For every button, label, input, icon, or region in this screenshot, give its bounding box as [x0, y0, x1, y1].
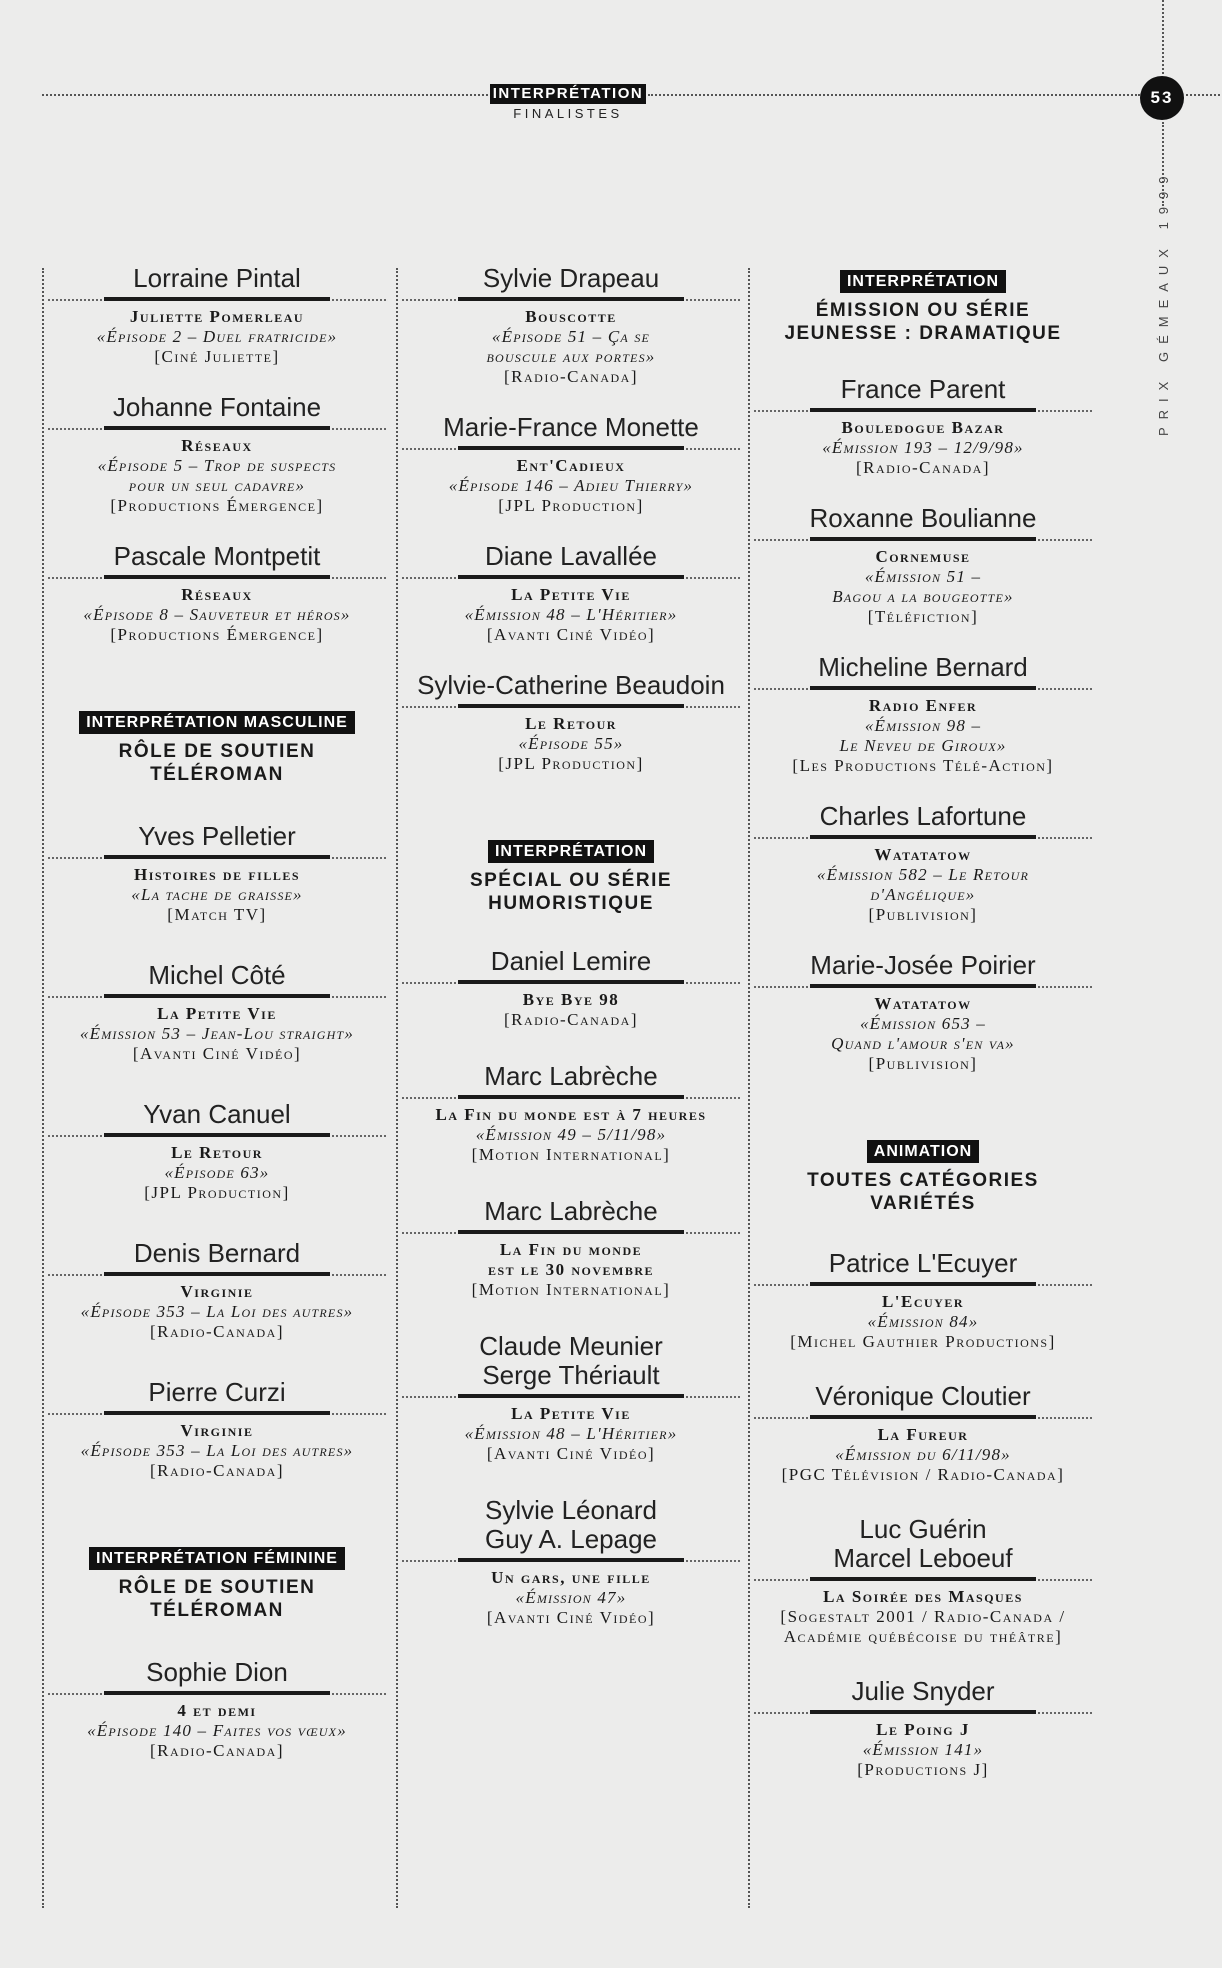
episode-title: «Émission 84»: [867, 1312, 979, 1331]
episode-title: «Épisode 8 – Sauveteur et héros»: [83, 605, 351, 624]
name-rule: [754, 1411, 1092, 1425]
name-rule: [402, 700, 740, 714]
show-title: Réseaux: [181, 436, 253, 455]
episode-title: «Émission 53 – Jean-Lou straight»: [79, 1024, 355, 1043]
finalist-entry: [402, 1332, 740, 1464]
show-title: La Petite Vie: [157, 1004, 277, 1023]
finalist-name: Yvan Canuel: [143, 1099, 291, 1129]
header-category-tag: INTERPRÉTATION: [490, 84, 646, 104]
name-rule: [754, 1706, 1092, 1720]
finalist-entry: [48, 393, 386, 516]
name-rule: [754, 404, 1092, 418]
finalist-entry: [402, 947, 740, 1030]
production-company: [JPL Production]: [498, 754, 644, 773]
finalist-entry: [48, 1658, 386, 1761]
show-title: Le Retour: [525, 714, 617, 733]
column-divider-1: [396, 268, 398, 1908]
show-title: 4 et demi: [177, 1701, 257, 1720]
production-company: [Avanti Ciné Vidéo]: [486, 625, 656, 644]
finalist-name: Johanne Fontaine: [112, 392, 322, 422]
finalist-entry: [754, 951, 1092, 1074]
finalist-name: Sylvie Léonard: [485, 1495, 657, 1525]
show-title: Watatatow: [874, 845, 972, 864]
show-title: Histoires de filles: [133, 865, 301, 884]
episode-title: «Épisode 353 – La Loi des autres»: [80, 1302, 354, 1321]
category-title-line: RÔLE DE SOUTIEN: [118, 1577, 316, 1598]
show-title: Réseaux: [181, 585, 253, 604]
show-title: Un gars, une fille: [491, 1568, 651, 1587]
show-title: Juliette Pomerleau: [129, 307, 305, 326]
name-rule: [48, 1268, 386, 1282]
episode-title: «Épisode 353 – La Loi des autres»: [80, 1441, 354, 1460]
name-rule: [48, 571, 386, 585]
show-title: L'Ecuyer: [881, 1292, 965, 1311]
finalist-entry: [754, 504, 1092, 627]
episode-title: «Épisode 51 – Ça se: [491, 327, 651, 346]
finalist-entry: [402, 264, 740, 387]
show-title: Cornemuse: [875, 547, 971, 566]
page-number-badge: 53: [1140, 76, 1184, 120]
category-title: [48, 1576, 386, 1622]
episode-title: «Épisode 2 – Duel fratricide»: [96, 327, 338, 346]
episode-title: «Émission 193 – 12/9/98»: [822, 438, 1024, 457]
header-dotted-rule-left: [42, 94, 488, 96]
finalist-entry: [402, 1496, 740, 1628]
header-dotted-rule-end: [1186, 94, 1220, 96]
finalist-name: Julie Snyder: [851, 1676, 995, 1706]
episode-title: «Émission 653 –: [859, 1014, 987, 1033]
name-rule: [402, 442, 740, 456]
name-rule: [48, 1687, 386, 1701]
name-rule: [402, 1390, 740, 1404]
production-company: [JPL Production]: [498, 496, 644, 515]
production-company: [Radio-Canada]: [150, 1322, 284, 1341]
production-company: [PGC Télévision / Radio-Canada]: [781, 1465, 1065, 1484]
category-tag: INTERPRÉTATION MASCULINE: [79, 711, 355, 734]
show-title: La Fin du monde est à 7 heures: [435, 1105, 707, 1124]
show-title: Virginie: [180, 1282, 254, 1301]
finalist-name: Marc Labrèche: [484, 1061, 658, 1091]
name-rule: [402, 1226, 740, 1240]
episode-title-cont: Bagou a la bougeotte»: [832, 587, 1014, 606]
category-heading: [754, 270, 1092, 345]
finalist-name: Sylvie Drapeau: [482, 263, 660, 293]
finalist-entry: [48, 542, 386, 645]
column-2: [402, 264, 740, 1628]
name-rule: [48, 1407, 386, 1421]
show-title: Ent'Cadieux: [516, 456, 626, 475]
category-title-line: SPÉCIAL OU SÉRIE: [469, 870, 673, 891]
episode-title: «Épisode 5 – Trop de suspects: [97, 456, 337, 475]
category-title: [48, 740, 386, 786]
show-title: La Fin du monde: [499, 1240, 643, 1259]
finalist-entry: [754, 1515, 1092, 1647]
finalist-entry: [48, 1378, 386, 1481]
production-company: [Productions Émergence]: [110, 625, 324, 644]
finalist-entry: [754, 1249, 1092, 1352]
name-rule: [402, 293, 740, 307]
finalist-name: Sophie Dion: [146, 1657, 288, 1687]
episode-title: «Épisode 140 – Faites vos vœux»: [87, 1721, 347, 1740]
finalist-entry: [754, 1382, 1092, 1485]
episode-title: «Émission 98 –: [864, 716, 982, 735]
category-heading: [402, 840, 740, 915]
finalist-name: Pascale Montpetit: [113, 541, 321, 571]
name-rule: [754, 831, 1092, 845]
name-rule: [48, 293, 386, 307]
show-title: Radio Enfer: [868, 696, 978, 715]
episode-title: «Épisode 55»: [518, 734, 624, 753]
episode-title-cont: pour un seul cadavre»: [128, 476, 306, 495]
production-company: [Motion International]: [471, 1145, 671, 1164]
finalist-name: Marie-France Monette: [443, 412, 699, 442]
name-rule: [402, 976, 740, 990]
episode-title-cont: bouscule aux portes»: [486, 347, 656, 366]
production-company: [Radio-Canada]: [150, 1461, 284, 1480]
production-company: [Radio-Canada]: [504, 367, 638, 386]
category-title-line: TÉLÉROMAN: [150, 1600, 284, 1621]
production-company: [Motion International]: [471, 1280, 671, 1299]
category-tag: INTERPRÉTATION: [840, 270, 1006, 293]
episode-title: «Émission 48 – L'Héritier»: [464, 605, 678, 624]
finalist-entry: [48, 264, 386, 367]
production-company: [Match TV]: [167, 905, 267, 924]
category-title-line: TOUTES CATÉGORIES VARIÉTÉS: [807, 1170, 1039, 1214]
name-rule: [402, 1554, 740, 1568]
name-rule: [48, 851, 386, 865]
category-title: [754, 1169, 1092, 1215]
show-title: La Soirée des Masques: [823, 1587, 1023, 1606]
finalist-entry: [402, 413, 740, 516]
episode-title-cont: d'Angélique»: [870, 885, 976, 904]
episode-title: «Émission du 6/11/98»: [835, 1445, 1011, 1464]
production-company: [Sogestalt 2001 / Radio-Canada /: [780, 1607, 1066, 1626]
show-title: Bye Bye 98: [522, 990, 620, 1009]
category-title-line: TÉLÉROMAN: [150, 764, 284, 785]
category-tag: ANIMATION: [867, 1140, 979, 1163]
show-title: Le Retour: [171, 1143, 263, 1162]
episode-title: «Épisode 63»: [164, 1163, 270, 1182]
finalist-name: Marie-Josée Poirier: [810, 950, 1036, 980]
side-running-title: PRIX GÉMEAUX 1999: [1156, 168, 1171, 436]
episode-title: «Émission 48 – L'Héritier»: [464, 1424, 678, 1443]
name-rule: [754, 980, 1092, 994]
finalist-name: Michel Côté: [148, 960, 286, 990]
category-title-line: JEUNESSE : DRAMATIQUE: [784, 323, 1062, 344]
finalist-name: Daniel Lemire: [490, 946, 652, 976]
finalist-name: Micheline Bernard: [818, 652, 1028, 682]
name-rule: [48, 1129, 386, 1143]
production-company: [Michel Gauthier Productions]: [790, 1332, 1056, 1351]
finalist-entry: [754, 1677, 1092, 1780]
name-rule: [402, 1091, 740, 1105]
name-rule: [48, 990, 386, 1004]
episode-title: «Émission 51 –: [864, 567, 982, 586]
finalist-name: Marc Labrèche: [484, 1196, 658, 1226]
category-title-line: HUMORISTIQUE: [488, 893, 654, 914]
show-title: Bouscotte: [525, 307, 617, 326]
finalist-name: Pierre Curzi: [148, 1377, 286, 1407]
production-company: [Avanti Ciné Vidéo]: [486, 1608, 656, 1627]
production-company: [JPL Production]: [144, 1183, 290, 1202]
finalist-name: Roxanne Boulianne: [809, 503, 1037, 533]
finalist-entry: [402, 671, 740, 774]
column-divider-left: [42, 268, 44, 1908]
production-company: [Avanti Ciné Vidéo]: [132, 1044, 302, 1063]
episode-title: «Émission 49 – 5/11/98»: [475, 1125, 667, 1144]
category-title-line: ÉMISSION OU SÉRIE: [815, 300, 1031, 321]
episode-title: «Épisode 146 – Adieu Thierry»: [448, 476, 694, 495]
show-title-cont: est le 30 novembre: [487, 1260, 655, 1279]
episode-title-cont: Le Neveu de Giroux»: [839, 736, 1007, 755]
finalist-name: Luc Guérin: [859, 1514, 987, 1544]
finalist-entry: [402, 1197, 740, 1300]
finalist-name: Patrice L'Ecuyer: [828, 1248, 1018, 1278]
production-company: [Radio-Canada]: [150, 1741, 284, 1760]
category-title: [754, 299, 1092, 345]
category-title: [402, 869, 740, 915]
episode-title: «La tache de graisse»: [131, 885, 303, 904]
show-title: Bouledogue Bazar: [841, 418, 1005, 437]
production-company-cont: Académie québécoise du théâtre]: [783, 1627, 1063, 1646]
finalist-name-second: Marcel Leboeuf: [833, 1543, 1013, 1573]
finalist-name: Véronique Cloutier: [815, 1381, 1031, 1411]
finalist-entry: [754, 653, 1092, 776]
column-3: [754, 270, 1092, 1780]
finalist-entry: [48, 1239, 386, 1342]
finalist-name: Yves Pelletier: [138, 821, 296, 851]
finalist-name-second: Serge Thériault: [482, 1360, 660, 1390]
production-company: [Téléfiction]: [867, 607, 979, 626]
finalist-name: France Parent: [840, 374, 1006, 404]
name-rule: [754, 1573, 1092, 1587]
finalist-name: Diane Lavallée: [484, 541, 657, 571]
column-divider-2: [748, 268, 750, 1908]
margin-dotted-rule-top: [1162, 0, 1164, 74]
category-heading: [754, 1140, 1092, 1215]
episode-title-cont: Quand l'amour s'en va»: [831, 1034, 1015, 1053]
finalist-name: Lorraine Pintal: [133, 263, 301, 293]
finalist-entry: [754, 375, 1092, 478]
episode-title: «Émission 582 – Le Retour: [816, 865, 1030, 884]
name-rule: [402, 571, 740, 585]
production-company: [Radio-Canada]: [504, 1010, 638, 1029]
finalist-entry: [402, 1062, 740, 1165]
production-company: [Productions Émergence]: [110, 496, 324, 515]
show-title: Watatatow: [874, 994, 972, 1013]
show-title: Le Poing J: [876, 1720, 970, 1739]
name-rule: [754, 1278, 1092, 1292]
column-1: [48, 264, 386, 1761]
show-title: La Fureur: [877, 1425, 969, 1444]
category-title-line: RÔLE DE SOUTIEN: [118, 741, 316, 762]
header-subtitle: FINALISTES: [513, 106, 623, 121]
finalist-entry: [48, 1100, 386, 1203]
show-title: La Petite Vie: [511, 1404, 631, 1423]
finalist-name: Sylvie-Catherine Beaudoin: [417, 670, 725, 700]
category-heading: [48, 711, 386, 786]
show-title: La Petite Vie: [511, 585, 631, 604]
show-title: Virginie: [180, 1421, 254, 1440]
category-heading: [48, 1547, 386, 1622]
finalist-entry: [402, 542, 740, 645]
production-company: [Publivision]: [868, 1054, 978, 1073]
episode-title: «Émission 141»: [862, 1740, 984, 1759]
name-rule: [48, 422, 386, 436]
finalist-name-second: Guy A. Lepage: [484, 1524, 658, 1554]
production-company: [Avanti Ciné Vidéo]: [486, 1444, 656, 1463]
header-dotted-rule-right: [648, 94, 1140, 96]
finalist-entry: [754, 802, 1092, 925]
episode-title: «Émission 47»: [515, 1588, 627, 1607]
name-rule: [754, 682, 1092, 696]
name-rule: [754, 533, 1092, 547]
production-company: [Publivision]: [868, 905, 978, 924]
category-tag: INTERPRÉTATION FÉMININE: [89, 1547, 345, 1570]
finalist-entry: [48, 822, 386, 925]
production-company: [Les Productions Télé-Action]: [792, 756, 1054, 775]
finalist-name: Charles Lafortune: [819, 801, 1027, 831]
finalist-name: Claude Meunier: [479, 1331, 663, 1361]
production-company: [Productions J]: [857, 1760, 989, 1779]
finalist-entry: [48, 961, 386, 1064]
category-tag: INTERPRÉTATION: [488, 840, 654, 863]
production-company: [Radio-Canada]: [856, 458, 990, 477]
finalist-name: Denis Bernard: [133, 1238, 301, 1268]
production-company: [Ciné Juliette]: [154, 347, 280, 366]
